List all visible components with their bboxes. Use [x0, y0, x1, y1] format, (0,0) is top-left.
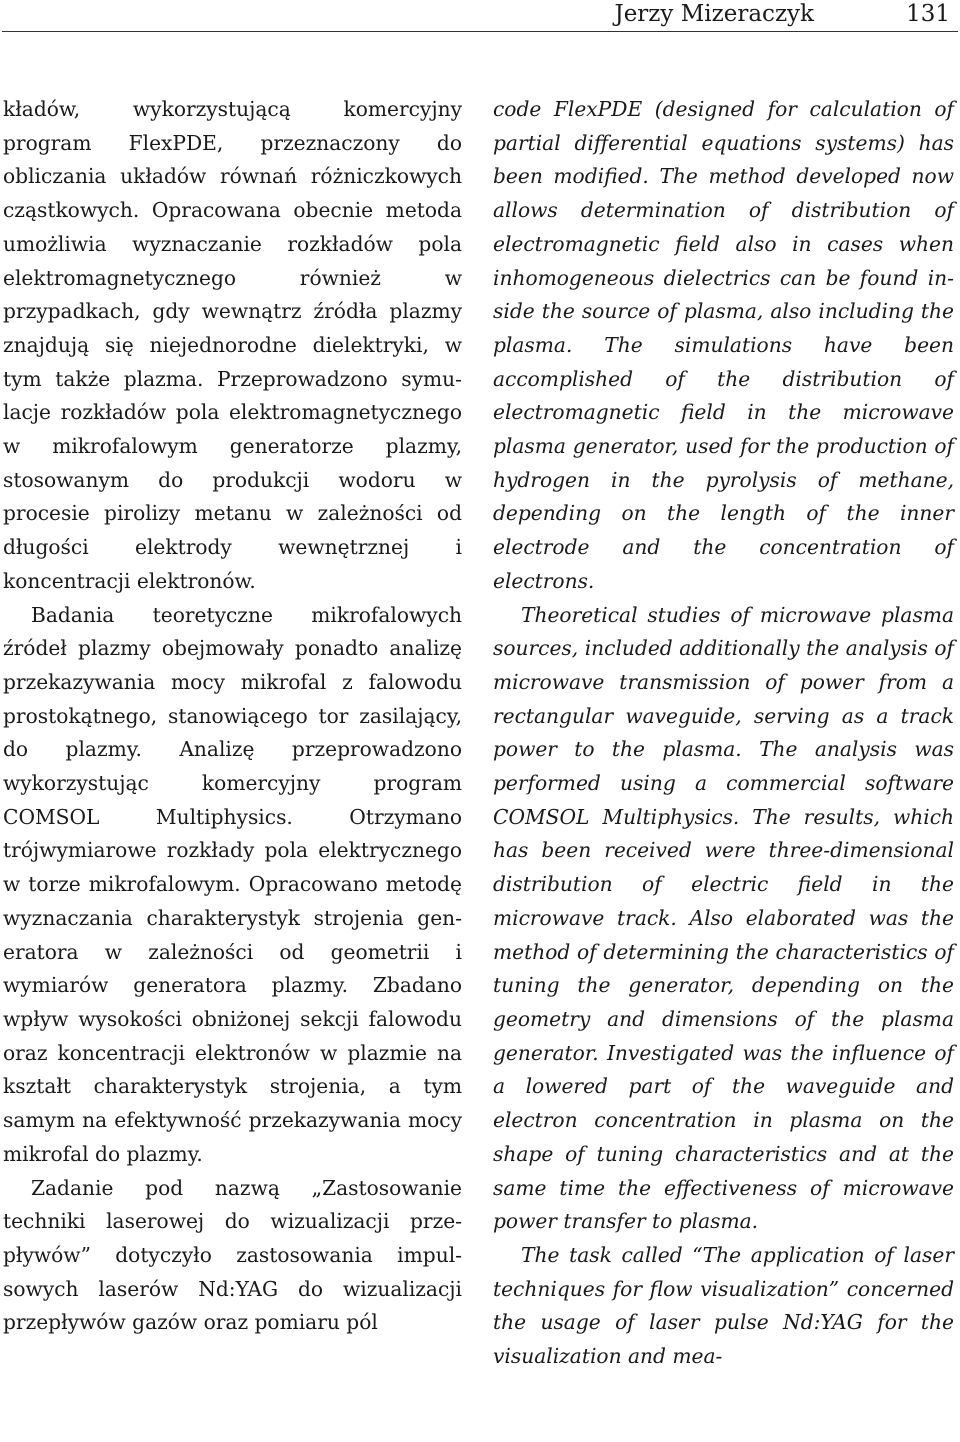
- polish-paragraph-1: kładów, wykorzystującą komercyjny program FlexPDE, przeznaczony do obliczania układów równań różniczkowych cząstkowych. Opracowana obecnie metoda umożliwia wyznaczanie rozkładów pola elektromagnetycznego również w przypadkach, gdy wewnątrz źródła plazmy znajdują się niejednorodne dielektryki, w tym także plazma. Przeprowadzono symulacje rozkładów pola elektromagnetycznego w mikrofalowym generatorze plazmy, stosowanym do produkcji wodoru w procesie pirolizy metanu w zależności od długości elektrody wewnętrznej i koncentracji elektronów.: [3, 97, 462, 593]
- polish-paragraph-2: Badania teoretyczne mikrofalowych źródeł plazmy obejmowały ponadto analizę przekazywania mocy mikrofal z falowodu prostokątnego, stanowiącego tor zasilający, do plazmy. Analizę przeprowadzono wykorzystując komercyjny program COMSOL Multiphysics. Otrzymano trójwymiarowe rozkłady pola elektrycznego w torze mikrofalowym. Opracowano metodę wyznaczania charakterystyk strojenia generatora w zależności od geometrii i wymiarów generatora plazmy. Zbadano wpływ wysokości obniżonej sekcji falowodu oraz koncentracji elektronów w plazmie na kształt charakterystyk strojenia, a tym samym na efektywność przekazywania mocy mikrofal do plazmy.: [3, 602, 462, 1166]
- header-author: Jerzy Mizeraczyk: [614, 1, 814, 27]
- polish-column: [3, 93, 462, 1340]
- polish-paragraph-3: Zadanie pod nazwą „Zastosowanie techniki laserowej do wizualizacji przepływów” dotyczyło zastosowania impulsowych laserów Nd:YAG do wizualizacji przepływów gazów oraz pomiaru pól: [3, 1175, 462, 1335]
- running-header: [0, 0, 960, 30]
- english-column: [493, 93, 954, 1374]
- header-rule: [2, 31, 958, 32]
- page-number: 131: [906, 1, 950, 27]
- english-paragraph-2: Theoretical studies of microwave plasma sources, included additionally the analysis of microwave transmission of power from a rectangular waveguide, serving as a track power to the plasma. The analysis was performed using a commercial software COMSOL Multiphysics. The results, which has been received were three-dimensional distribution of electric field in the microwave track. Also elaborated was the method of determining the characteristics of tuning the generator, depending on the geometry and dimensions of the plasma generator. Investigated was the influence of a lowered part of the waveguide and electron concentration in plasma on the shape of tuning characteristics and at the same time the effectiveness of microwave power transfer to plasma.: [493, 602, 954, 1234]
- english-paragraph-1: code FlexPDE (designed for calculation of partial differential equations systems) has been modified. The method developed now allows determination of distribution of electromagnetic field also in cases when inhomogeneous dielectrics can be found inside the source of plasma, also including the plasma. The simulations have been accomplished of the distribution of electromagnetic field in the microwave plasma generator, used for the production of hydrogen in the pyrolysis of methane, depending on the length of the inner electrode and the concentration of electrons.: [493, 97, 954, 593]
- english-paragraph-3: The task called “The application of laser techniques for flow visualization” concerned the usage of laser pulse Nd:YAG for the visualization and mea-: [493, 1242, 954, 1369]
